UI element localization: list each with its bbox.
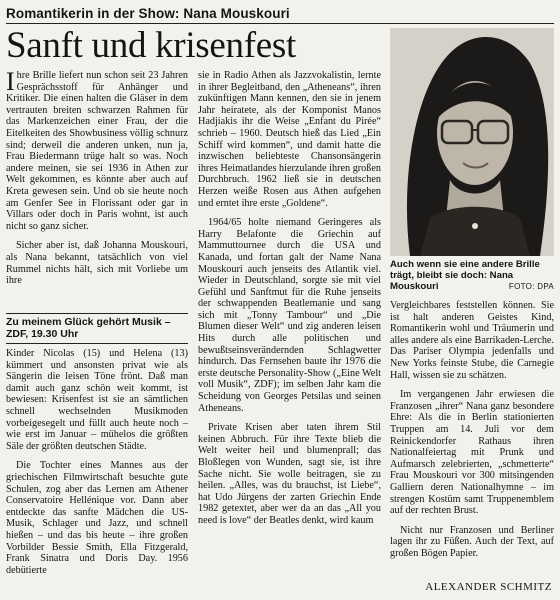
author-byline: ALEXANDER SCHMITZ [425, 581, 552, 593]
article-headline: Sanft und krisenfest [6, 25, 296, 66]
paragraph: Private Krisen aber taten ihrem Stil keinen Abbruch. Für ihre Texte blieb die Welt weiter heil und blumenprall; das Bloßlegen von Wunden, sagt sie, ist ihre Sache nicht. Sie wolle beitragen, sie zu heilen. „Alles, was du brauchst, ist Liebe“, hat Udo Jürgens der zarten Griechin Ende 1982 getextet, aber wer da an das „All you need is love“ der Beatles denkt, wird kaum [198, 422, 381, 526]
photo-caption [390, 259, 554, 292]
article-column-2 [198, 70, 381, 594]
paragraph-text: hre Brille liefert nun schon seit 23 Jahren Gesprächsstoff für Anhänger und Kritiker. Die einen halten die Gläser in dem vertrauten breiten schwarzen Rahmen für das Markenzeichen einer Frau, der die Eitelkeiten des Showbusiness völlig schnurz sind; derweil die anderen unken, nun ja, Frau Biedermann trüge halt so was. Noch andere meinen, sie sei 1936 in Athen zur Welt gekommen, es könnte aber auch auf Kreta gewesen sein. Und ob sie heute noch am Genfer See in Florissant oder gar in Villars oder doch in Paris wohnt, ist auch nicht so ganz sicher. [6, 70, 188, 232]
paragraph: Nicht nur Franzosen und Berliner lagen ihr zu Füßen. Auch der Text, auf großen Bögen Papier. [390, 524, 554, 559]
paragraph: Kinder Nicolas (15) und Helena (13) kümmert und ansonsten privat wie als Sängerin die leisen Töne frönt. Daß man damit auch ganz schön weit kommt, ist bewiesen: Krisenfest ist sie an sämtlichen schnell wechselnden Musikmoden vorbeigesegelt und füllt auch heute noch – wie erst im Januar – mühelos die größten Säle der größten deutschen Städte. [6, 348, 188, 452]
portrait-photo [390, 28, 554, 256]
article-kicker: Romantikerin in der Show: Nana Mouskouri [6, 6, 554, 24]
article-column-1b [6, 348, 188, 594]
drop-cap: I [6, 70, 15, 96]
paragraph: Sicher aber ist, daß Johanna Mouskouri, als Nana bekannt, tatsächlich von viel Rummel nichts hält, sich mit Vorliebe um ihre [6, 240, 188, 287]
paragraph [6, 70, 188, 232]
tv-listing-box: Zu meinem Glück gehört Musik – ZDF, 19.30 Uhr [6, 313, 188, 344]
portrait-illustration [390, 28, 554, 256]
paragraph: sie in Radio Athen als Jazzvokalistin, lernte in ihrer Begleitband, den „Atheneans“, ihren zukünftigen Mann kennen, den sie in jenem Jahr heiratete, als der Komponist Manos Hadjiakis ihr die Weise „Enfant du Pirée“ schrieb – 1960. Deutsch hieß das Lied „Ein Schiff wird kommen“, und damit hatte die inzwischen beliebteste Chansonsängerin ihres Heimatlandes hierzulande ihren großen Durchbruch. 1962 ließ sie in deutschen Herzen weiße Rosen aus Athen aufgehen und erntet ihre erste „Goldene“. [198, 70, 381, 209]
article-column-3 [390, 300, 554, 594]
photo-credit: FOTO: DPA [508, 282, 554, 291]
paragraph: Die Tochter eines Mannes aus der griechischen Filmwirtschaft besuchte gute Schulen, zog aber das Lernen am Athener Conservatoire Hellénique vor. Dann aber entdeckte das sanfte Mädchen die US-Musik, Schlager und Jazz, und schnell hießen – und das bis heute – ihre großen Vorbilder Bessie Smith, Ella Fitzgerald, Frank Sinatra und Doris Day. 1956 debütierte [6, 460, 188, 576]
paragraph: Im vergangenen Jahr erwiesen die Franzosen „ihrer“ Nana ganz besondere Ehre: Als die in Berlin stationierten Truppen am 14. Juli vor dem Reinickendorfer Rathaus ihren Nationalfeiertag mit Prunk und Aufmarsch zelebrierten, „schmetterte“ Frau Mouskouri vor 300 mitsingenden Galliern deren Nationalhymne – im strengen Kostüm samt Truppenemblem auf der rechten Brust. [390, 389, 554, 517]
caption-text: Auch wenn sie eine andere Brille trägt, bleibt sie doch: Nana Mouskouri [390, 259, 540, 292]
article-column-1 [6, 70, 188, 310]
paragraph: 1964/65 holte niemand Geringeres als Harry Belafonte die Griechin auf Mammuttournee durch die USA und Kanada, und fortan galt der Name Nana Mouskouri auch jenseits des Atlantik viel. Wieder in Deutschland, sorgte sie mit viel Gefühl und Sanftmut für die Ruhe jenseits der schwappenden Beatlemanie und sang sich mit „Tonny Tambour“ und „Die Blumen dieser Welt“ und zig anderen leisen Hits durch alle politischen und bewußtseinsverändernden Schlagwetter hindurch. Das Fernsehen baute ihr 1976 die erste deutsche Personality-Show („Eine Welt voll Musik“, ZDF); im selben Jahr kam die Scheidung von Georges Petsilas und seinen Atheneans. [198, 217, 381, 414]
paragraph: Vergleichbares feststellen können. Sie ist halt anderen Geistes Kind, Romantikerin wohl und Träumerin und alles andere als eine Barrikaden-Lerche. Das Pariser Olympia jedenfalls und New Yorks feinste Stube, die Carnegie Hall, wissen sie zu schätzen. [390, 300, 554, 381]
